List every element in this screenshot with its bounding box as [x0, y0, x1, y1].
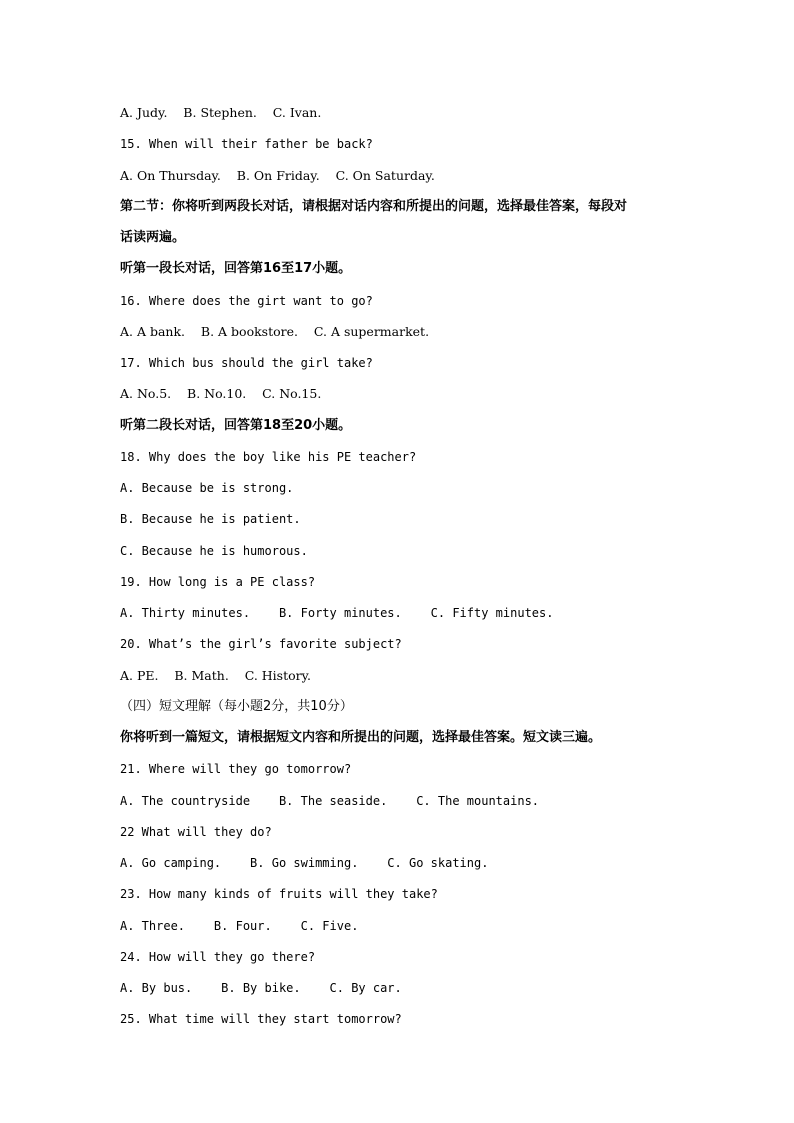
question-21: 21. Where will they go tomorrow?: [120, 762, 352, 777]
passage-instructions: 你将听到一篇短文，请根据短文内容和所提出的问题，选择最佳答案。短文读三遍。: [120, 730, 602, 745]
section-instructions-line-1: 第二节：你将听到两段长对话，请根据对话内容和所提出的问题，选择最佳答案，每段对: [120, 198, 628, 214]
section-instructions-line-2: 话读两遍。: [120, 230, 186, 245]
question-20: 20. What’s the girl’s favorite subject?: [120, 637, 402, 652]
answer-option-18a: A. Because be is strong.: [120, 481, 294, 495]
answer-options-15: A. On Thursday. B. On Friday. C. On Saturday.: [120, 167, 435, 183]
answer-option-18c: C. Because he is humorous.: [120, 543, 308, 558]
question-15: 15. When will their father be back?: [120, 137, 373, 152]
answer-options-23: A. Three. B. Four. C. Five.: [120, 918, 359, 933]
question-22: 22 What will they do?: [120, 824, 272, 839]
dialogue-1-heading: 听第一段长对话，回答第16至17小题。: [120, 261, 352, 277]
answer-options-17: A. No.5. B. No.10. C. No.15.: [120, 386, 322, 402]
dialogue-2-heading: 听第二段长对话，回答第18至20小题。: [120, 417, 352, 433]
answer-options-14: A. Judy. B. Stephen. C. Ivan.: [120, 105, 322, 120]
document-body: [120, 103, 680, 1041]
answer-options-22: A. Go camping. B. Go swimming. C. Go skating.: [120, 856, 489, 870]
part-4-heading: （四）短文理解（每小题2分，共10分）: [120, 698, 353, 714]
answer-options-24: A. By bus. B. By bike. C. By car.: [120, 981, 402, 995]
question-19: 19. How long is a PE class?: [120, 574, 316, 589]
question-24: 24. How will they go there?: [120, 949, 316, 964]
answer-options-20: A. PE. B. Math. C. History.: [120, 667, 311, 683]
answer-options-21: A. The countryside B. The seaside. C. The mountains.: [120, 793, 540, 808]
answer-options-16: A. A bank. B. A bookstore. C. A supermarket.: [120, 323, 430, 339]
question-18: 18. Why does the boy like his PE teacher?: [120, 449, 417, 464]
question-17: 17. Which bus should the girl take?: [120, 356, 373, 370]
question-23: 23. How many kinds of fruits will they take?: [120, 887, 438, 902]
question-25: 25. What time will they start tomorrow?: [120, 1012, 402, 1027]
answer-options-19: A. Thirty minutes. B. Forty minutes. C. Fifty minutes.: [120, 606, 554, 620]
question-16: 16. Where does the girt want to go?: [120, 293, 373, 308]
answer-option-18b: B. Because he is patient.: [120, 512, 301, 527]
